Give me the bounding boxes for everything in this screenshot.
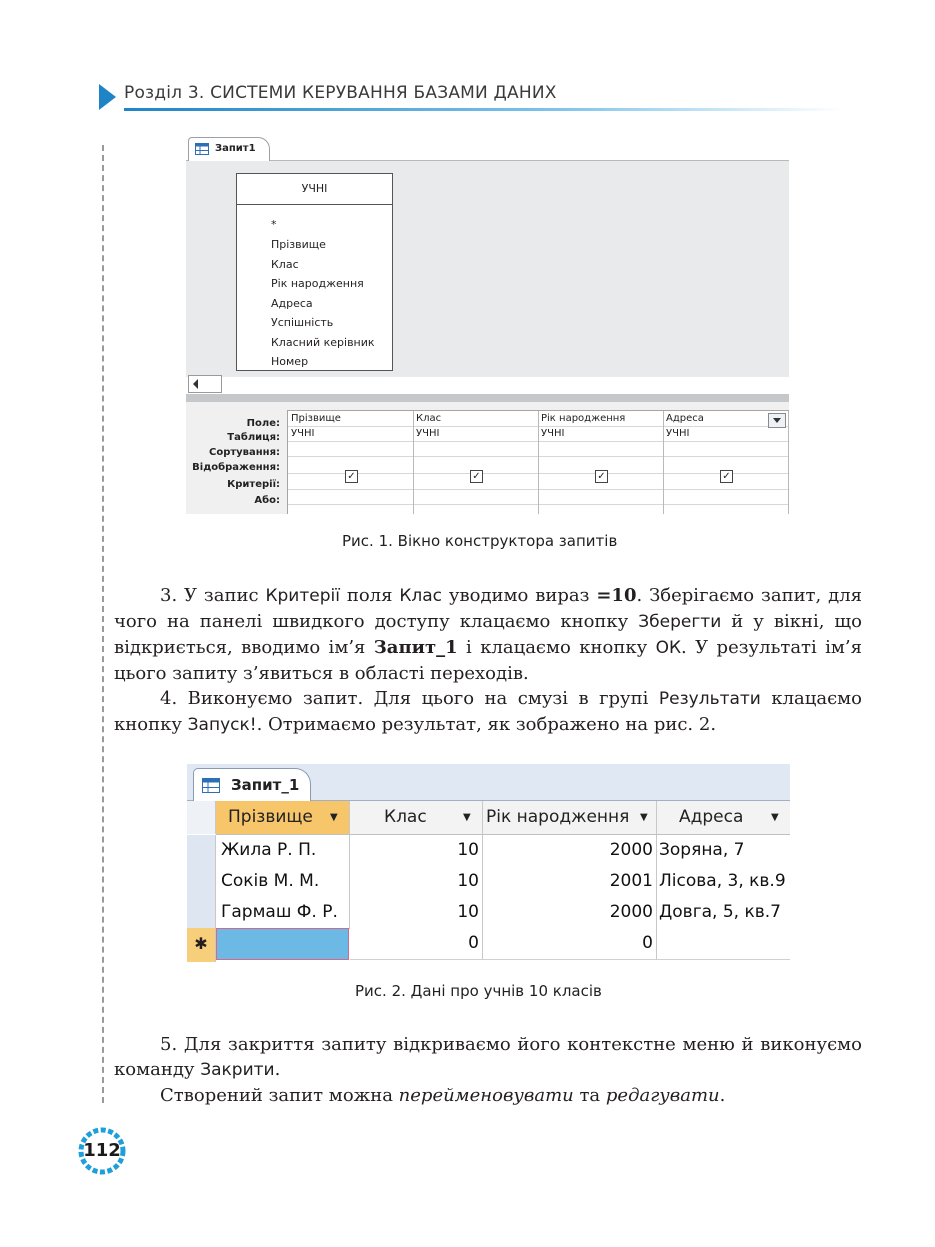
show-checkbox[interactable]: ✓ (345, 470, 358, 483)
field-cell[interactable]: Клас (416, 413, 442, 424)
table-cell[interactable]: УЧНІ (666, 428, 690, 439)
document-tab-bar (186, 136, 789, 161)
table-cell[interactable]: 2001 (483, 866, 657, 898)
chapter-header (124, 83, 557, 103)
field-list-item[interactable]: Класний керівник (271, 336, 375, 349)
table-cell[interactable]: 0 (350, 928, 483, 960)
paragraph-step-3: 3. У запис Критерії поля Клас уводимо вираз =10. Зберігаємо запит, для чого на панелі швидкого доступу клацаємо кнопку Зберегти й у вікні, що відкриється, вводимо ім’я Запит_1 і клацаємо кнопку ОК. У результаті ім’я цього запиту з’явиться в області переходів. (114, 585, 863, 684)
field-cell[interactable]: Прізвище (291, 413, 341, 424)
table-cell[interactable]: Гармаш Ф. Р. (216, 897, 350, 929)
table-field-list-title: УЧНІ (237, 174, 392, 205)
paragraph-step-5: 5. Для закриття запиту відкриваємо його контекстне меню й виконуємо команду Закрити. (114, 1034, 862, 1080)
query-tab-title: Запит1 (215, 143, 256, 154)
column-header-birth-year[interactable]: Рік народження ▼ (483, 801, 657, 835)
table-cell[interactable] (657, 928, 790, 960)
table-cell[interactable]: 10 (350, 835, 483, 867)
record-selector[interactable] (187, 866, 216, 897)
chapter-title: СИСТЕМИ КЕРУВАННЯ БАЗАМИ ДАНИХ (210, 83, 557, 103)
grid-column[interactable] (288, 411, 414, 514)
margin-dashed-line (102, 145, 104, 1103)
grid-column[interactable] (663, 411, 789, 514)
query-tab[interactable] (188, 137, 270, 161)
chevron-down-icon[interactable]: ▼ (640, 812, 648, 823)
table-cell[interactable]: Жила Р. П. (216, 835, 350, 867)
table-cell[interactable]: 0 (483, 928, 657, 960)
field-dropdown-button[interactable] (768, 413, 786, 428)
table-cell[interactable]: УЧНІ (541, 428, 565, 439)
figure-2-caption: Рис. 2. Дані про учнів 10 класів (355, 982, 602, 1000)
page-number-badge (78, 1127, 126, 1175)
new-record-selector[interactable]: ✱ (187, 928, 216, 962)
design-grid-table (287, 410, 789, 514)
figure-1-caption: Рис. 1. Вікно конструктора запитів (342, 532, 618, 550)
paragraph-step-4: 4. Виконуємо запит. Для цього на смузі в групі Результати клацаємо кнопку Запуск!. Отримаємо результат, як зображено на рис. 2. (114, 688, 862, 735)
field-list-item[interactable]: Номер (271, 355, 309, 368)
column-header-class[interactable]: Клас ▼ (350, 801, 483, 835)
record-selector[interactable] (187, 835, 216, 866)
page-number: 112 (83, 1140, 121, 1161)
show-checkbox[interactable]: ✓ (720, 470, 733, 483)
table-cell[interactable]: Зоряна, 7 (657, 835, 790, 867)
grid-row-label: Таблиця: (227, 432, 280, 443)
chevron-down-icon[interactable]: ▼ (463, 812, 471, 823)
paragraph-summary: Створений запит можна перейменовувати та редагувати. (160, 1085, 726, 1106)
query-icon (195, 143, 209, 155)
grid-column[interactable] (538, 411, 664, 514)
show-checkbox[interactable]: ✓ (470, 470, 483, 483)
field-list-item[interactable]: Успішність (271, 316, 334, 329)
table-cell[interactable]: 2000 (483, 835, 657, 867)
table-field-list[interactable] (236, 173, 393, 371)
grid-row-label: Критерії: (227, 479, 280, 490)
new-record-input[interactable] (216, 928, 349, 960)
table-cell[interactable]: 2000 (483, 897, 657, 929)
arrow-left-icon (193, 379, 198, 389)
record-selector[interactable] (187, 897, 216, 928)
chapter-prefix: Розділ 3. (124, 83, 205, 103)
show-checkbox[interactable]: ✓ (595, 470, 608, 483)
field-list-item[interactable]: * (271, 218, 277, 231)
grid-row-label: Відображення: (192, 462, 280, 473)
instructions-block-1 (114, 583, 862, 738)
table-cell[interactable]: Соків М. М. (216, 866, 350, 898)
query-result-figure (187, 764, 790, 962)
field-list-item[interactable]: Рік народження (271, 277, 364, 290)
instructions-block-2 (114, 1032, 862, 1108)
query-tab[interactable] (193, 768, 311, 801)
chevron-down-icon[interactable]: ▼ (330, 812, 338, 823)
column-header-surname[interactable]: Прізвище ▼ (216, 801, 350, 835)
table-cell[interactable]: 10 (350, 897, 483, 929)
grid-row-label: Сортування: (209, 447, 280, 458)
pane-splitter[interactable] (186, 394, 789, 402)
scroll-left-button[interactable] (188, 375, 222, 393)
query-icon (202, 778, 220, 793)
chapter-marker-icon (99, 84, 116, 110)
table-cell[interactable]: УЧНІ (416, 428, 440, 439)
column-header-address[interactable]: Адреса ▼ (657, 801, 790, 835)
table-area (186, 161, 789, 377)
grid-row-label: Або: (254, 495, 280, 506)
field-list-item[interactable]: Прізвище (271, 238, 326, 251)
select-all-corner[interactable] (187, 801, 216, 834)
field-cell[interactable]: Рік народження (541, 413, 626, 424)
query-tab-title: Запит_1 (231, 776, 300, 794)
table-cell[interactable]: 10 (350, 866, 483, 898)
grid-row-label: Поле: (246, 418, 280, 429)
design-grid (186, 402, 789, 514)
header-underline (124, 108, 844, 111)
grid-column[interactable] (413, 411, 539, 514)
table-cell[interactable]: Довга, 5, кв.7 (657, 897, 790, 929)
field-list-item[interactable]: Адреса (271, 297, 313, 310)
query-designer-figure (186, 136, 789, 514)
chevron-down-icon[interactable]: ▼ (771, 812, 779, 823)
table-cell[interactable]: Лісова, 3, кв.9 (657, 866, 790, 898)
table-cell[interactable]: УЧНІ (291, 428, 315, 439)
document-tab-bar (187, 764, 790, 801)
field-cell[interactable]: Адреса (666, 413, 704, 424)
field-list-item[interactable]: Клас (271, 258, 299, 271)
